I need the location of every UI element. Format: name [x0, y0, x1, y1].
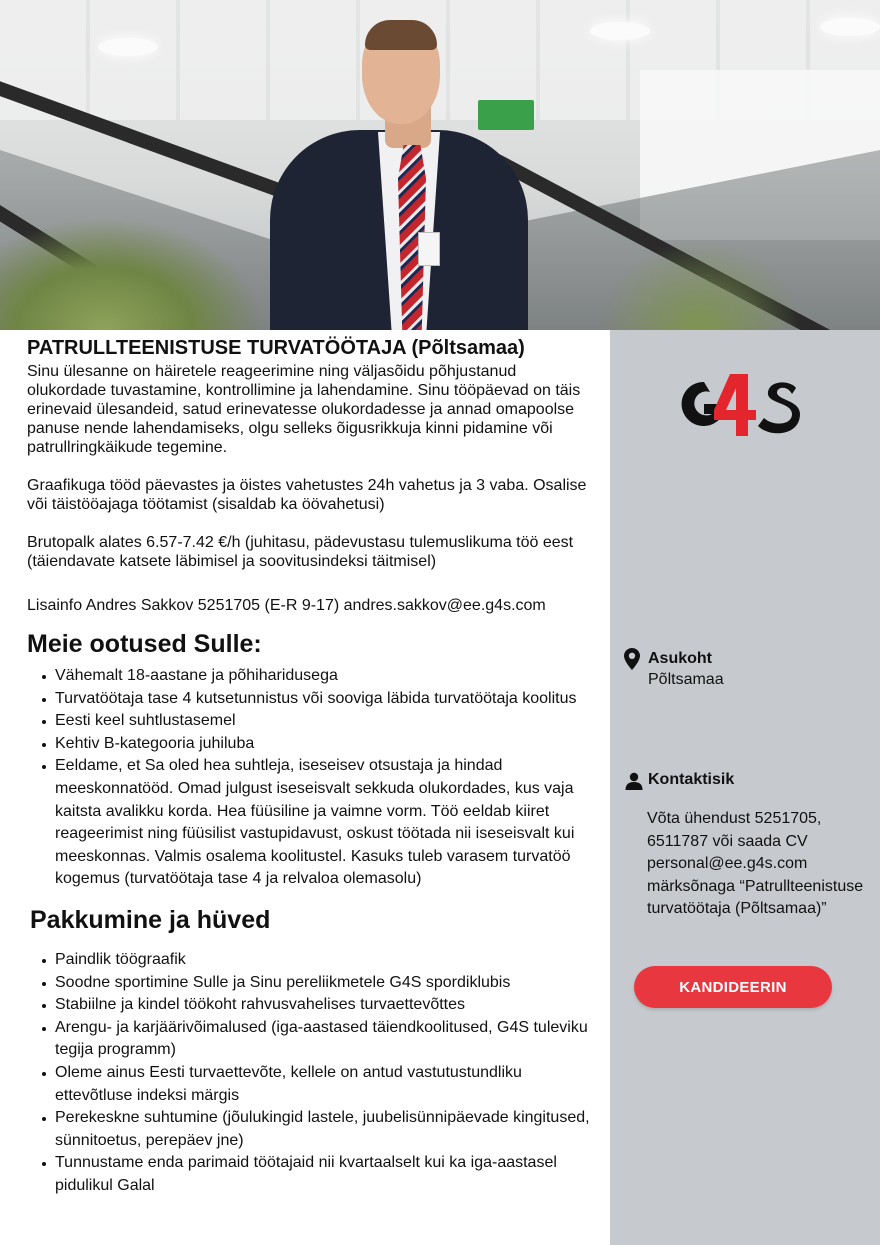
job-title: PATRULLTEENISTUSE TURVATÖÖTAJA (Põltsamaa) — [27, 337, 525, 359]
job-salary: Brutopalk alates 6.57-7.42 €/h (juhitasu, pädevustasu tulemuslikuma töö eest (täiendavate katsete läbimisel ja soovitusindeksi täitmisel) — [27, 534, 574, 570]
location-label: Asukoht — [648, 650, 712, 667]
benefits-heading: Pakkumine ja hüved — [30, 905, 271, 934]
plant — [0, 220, 260, 330]
list-item: Arengu- ja karjäärivõimalused (iga-aastased täiendkoolitused, G4S tuleviku tegija programm) — [27, 1017, 597, 1062]
job-description — [27, 336, 597, 1197]
list-item: Tunnustame enda parimaid töötajaid nii kvartaalselt kui ka iga-aastasel pidulikul Galal — [27, 1152, 597, 1197]
list-item: Eesti keel suhtlustasemel — [27, 710, 597, 733]
header-photo — [0, 0, 880, 330]
list-item: Oleme ainus Eesti turvaettevõte, kellele on antud vastutustundliku ettevõtluse indeksi märgis — [27, 1062, 597, 1107]
list-item: Stabiilne ja kindel töökoht rahvusvahelises turvaettevõttes — [27, 994, 597, 1017]
id-badge — [418, 232, 440, 266]
location-value: Põltsamaa — [648, 671, 724, 688]
user-icon — [625, 772, 643, 790]
list-item: Paindlik töögraafik — [27, 949, 597, 972]
ceiling-light — [820, 18, 880, 36]
benefits-list — [27, 949, 597, 1198]
g4s-logo — [674, 370, 802, 440]
list-item: Turvatöötaja tase 4 kutsetunnistus või sooviga läbida turvatöötaja koolitus — [27, 688, 597, 711]
list-item: Soodne sportimine Sulle ja Sinu pereliikmetele G4S spordiklubis — [27, 972, 597, 995]
sidebar — [610, 330, 880, 1245]
job-more-info: Lisainfo Andres Sakkov 5251705 (E-R 9-17) andres.sakkov@ee.g4s.com — [27, 597, 546, 614]
contact-block — [648, 769, 734, 790]
plant — [600, 240, 800, 330]
expectations-list — [27, 665, 597, 891]
map-pin-icon — [624, 648, 640, 670]
contact-text: Võta ühendust 5251705, 6511787 või saada CV personal@ee.g4s.com märksõnaga “Patrullteenistuse turvatöötaja (Põltsamaa)” — [647, 810, 864, 917]
list-item: Kehtiv B-kategooria juhiluba — [27, 733, 597, 756]
job-intro: Sinu ülesanne on häiretele reageerimine ning väljasõidu põhjustanud olukordade tuvastamine, kontrollimine ja lahendamine. Sinu tööpäevad on täis erinevaid ülesandeid, satud erinevatesse olukordadesse ja annad omapoolse panuse nende lahendamiseks, olgu selleks õigusrikkuja kinni pidamine või patrullringkäikude tegemine. — [27, 363, 581, 456]
ceiling-light — [590, 22, 650, 40]
exit-sign — [478, 100, 534, 130]
list-item: Perekeskne suhtumine (jõulukingid lastele, juubelisünnipäevade kingitused, sünnitoetus, perepäev jne) — [27, 1107, 597, 1152]
job-schedule: Graafikuga tööd päevastes ja öistes vahetustes 24h vahetus ja 3 vaba. Osalise või täistööajaga töötamist (sisaldab ka öövahetusi) — [27, 477, 587, 513]
ceiling-light — [98, 38, 158, 56]
apply-button[interactable]: KANDIDEERIN — [634, 966, 832, 1008]
list-item: Vähemalt 18-aastane ja põhiharidusega — [27, 665, 597, 688]
contact-label: Kontaktisik — [648, 771, 735, 788]
location-block — [648, 648, 724, 690]
g4s-logo-icon — [674, 370, 802, 440]
list-item: Eeldame, et Sa oled hea suhtleja, iseseisev otsustaja ja hindad meeskonnatööd. Omad julgust iseseisvalt sekkuda olukordades, kus vaja kaitsta avalikku korda. Hea füüsiline ja vaimne vorm. Töö eeldab kiiret reageerimist ning füüsilist vastupidavust, oskust töötada nii iseseisvalt kui meeskonnas. Valmis osalema koolitustel. Kasuks tuleb varasem turvatöö kogemus (turvatöötaja tase 4 ja relvaloa olemasolu) — [27, 755, 597, 891]
expectations-heading: Meie ootused Sulle: — [27, 630, 262, 658]
